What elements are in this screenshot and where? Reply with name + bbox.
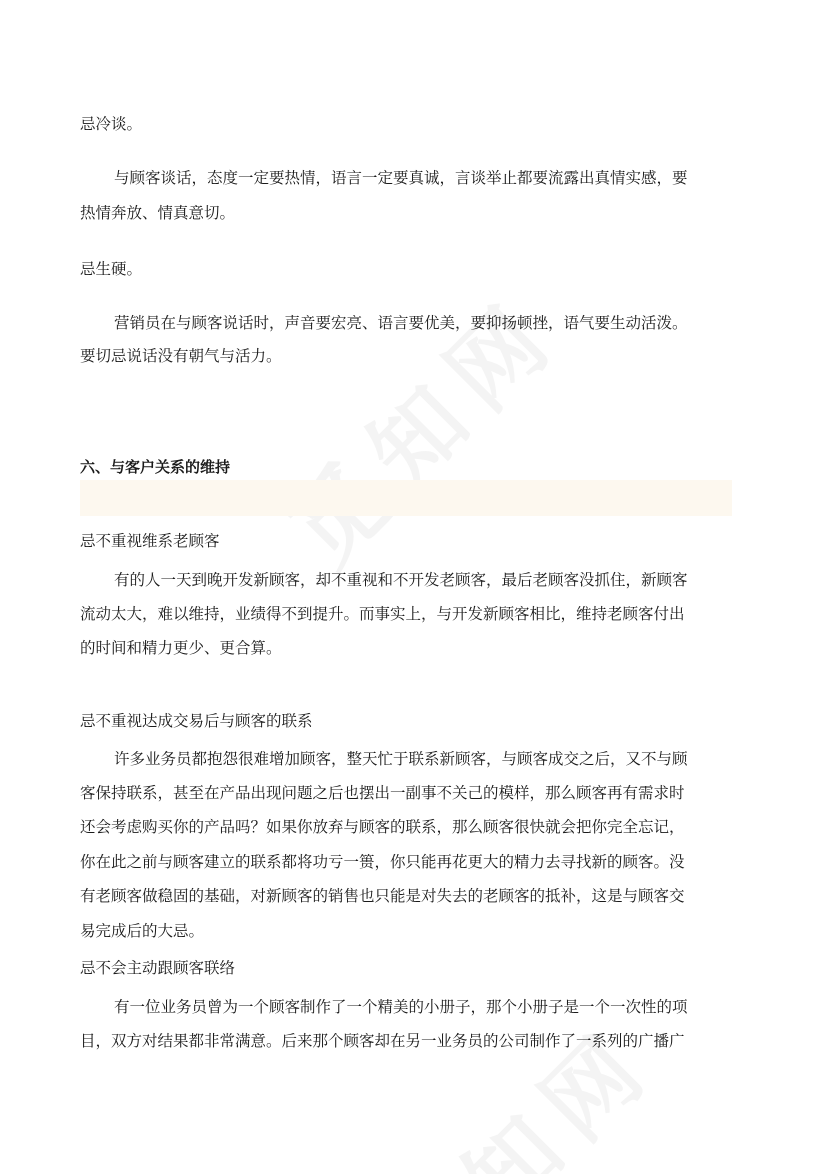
paragraph-line: 热情奔放、情真意切。 <box>80 204 236 222</box>
paragraph-line: 还会考虑购买你的产品吗？如果你放弃与顾客的联系，那么顾客很快就会把你完全忘记， <box>80 818 685 836</box>
paragraph-line: 有的人一天到晚开发新顾客，却不重视和不开发老顾客，最后老顾客没抓住，新顾客 <box>114 571 688 589</box>
paragraph-line: 客保持联系，甚至在产品出现问题之后也摆出一副事不关己的模样，那么顾客再有需求时 <box>80 784 685 802</box>
paragraph-line: 目，双方对结果都非常满意。后来那个顾客却在另一业务员的公司制作了一系列的广播广 <box>80 1032 685 1050</box>
watermark <box>257 263 584 590</box>
item-title: 忌不重视维系老顾客 <box>80 532 220 550</box>
paragraph-line: 易完成后的大忌。 <box>80 922 205 940</box>
paragraph-line: 流动太大，难以维持，业绩得不到提升。而事实上，与开发新顾客相比，维持老顾客付出 <box>80 605 685 623</box>
item-title: 忌不会主动跟顾客联络 <box>80 959 236 977</box>
paragraph-line: 营销员在与顾客说话时，声音要宏亮、语言要优美，要抑扬顿挫，语气要生动活泼。 <box>114 314 688 332</box>
paragraph-title: 忌冷谈。 <box>80 115 143 133</box>
paragraph-line: 的时间和精力更少、更合算。 <box>80 639 282 657</box>
heading-highlight-band <box>80 480 732 516</box>
paragraph-line: 要切忌说话没有朝气与活力。 <box>80 347 282 365</box>
paragraph-title: 忌生硬。 <box>80 260 143 278</box>
item-title: 忌不重视达成交易后与顾客的联系 <box>80 712 313 730</box>
paragraph-line: 与顾客谈话，态度一定要热情，语言一定要真诚，言谈举止都要流露出真情实感，要 <box>114 169 688 187</box>
paragraph-line: 你在此之前与顾客建立的联系都将功亏一篑，你只能再花更大的精力去寻找新的顾客。没 <box>80 853 685 871</box>
paragraph-line: 许多业务员都抱怨很难增加顾客，整天忙于联系新顾客，与顾客成交之后，又不与顾 <box>114 750 688 768</box>
paragraph-line: 有老顾客做稳固的基础，对新顾客的销售也只能是对失去的老顾客的抵补，这是与顾客交 <box>80 887 685 905</box>
paragraph-line: 有一位业务员曾为一个顾客制作了一个精美的小册子，那个小册子是一个一次性的项 <box>114 998 688 1016</box>
section-heading: 六、与客户关系的维持 <box>80 458 231 476</box>
watermark-bottom <box>352 993 679 1174</box>
